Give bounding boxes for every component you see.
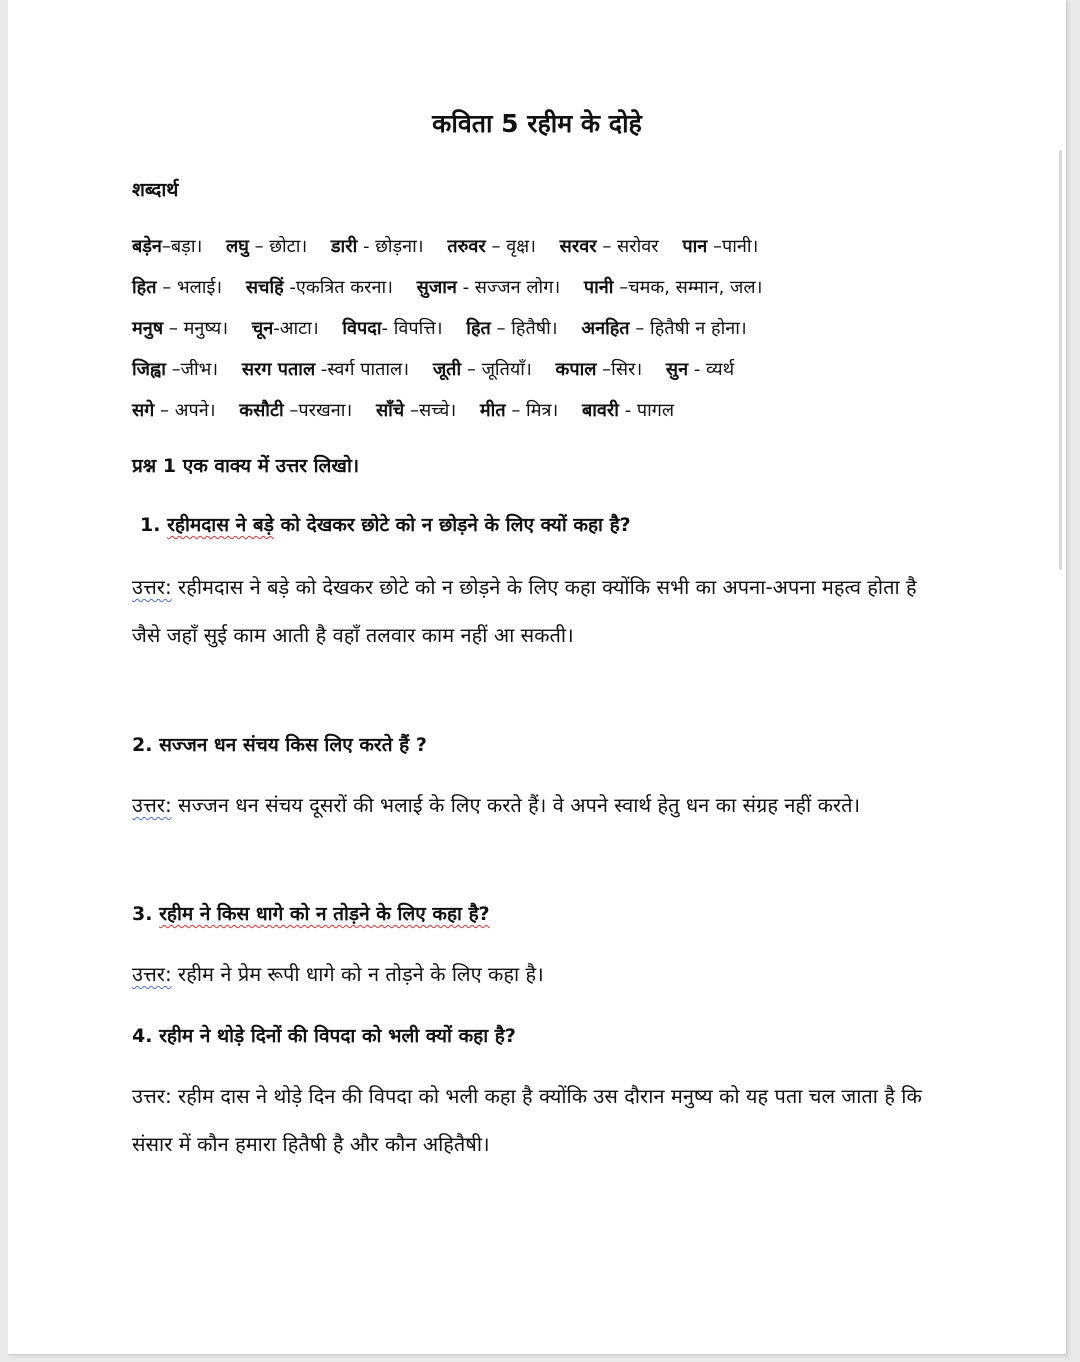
document-page: [8, 0, 1067, 1355]
vocab-entry: [242, 359, 409, 380]
question-text-flagged: रहीम ने किस धागे को न तोड़ने के लिए कहा है?: [159, 903, 490, 925]
vocab-meaning: – मित्र।: [511, 400, 559, 421]
vocab-entry: [239, 400, 352, 421]
question-2: [132, 731, 427, 757]
vocab-term: अनहित: [581, 318, 630, 339]
vocab-meaning: –सच्चे।: [409, 400, 457, 421]
vocab-meaning: -एकत्रित करना।: [289, 277, 393, 298]
vocab-entry: [132, 236, 202, 257]
vocab-term: साँचे: [375, 400, 405, 421]
vocab-meaning: – छोटा।: [254, 236, 308, 257]
vocab-term: जूती: [432, 359, 462, 380]
answer-1: [132, 563, 922, 659]
vocab-term: पान: [682, 236, 708, 257]
vocab-meaning: - पागल: [624, 400, 675, 421]
vocab-term: मनुष: [132, 318, 164, 339]
vocab-entry: [132, 400, 216, 421]
vocab-meaning: – भलाई।: [162, 277, 223, 298]
vocab-term: विपदा: [342, 318, 382, 339]
vocab-meaning: - व्यर्थ: [693, 359, 735, 380]
question-number: 4.: [132, 1025, 153, 1047]
vocab-entry: [480, 400, 558, 421]
vocab-term: तरुवर: [447, 236, 486, 257]
vocab-meaning: –बड़ा।: [161, 236, 203, 257]
vocab-entry: [682, 236, 758, 257]
vocab-entry: [252, 318, 319, 339]
question-text: रहीम ने थोड़े दिनों की विपदा को भली क्यों कहा है?: [159, 1025, 516, 1047]
vocab-entry: [417, 277, 561, 298]
vocab-entry: [666, 359, 734, 380]
vocab-meaning: –पानी।: [712, 236, 759, 257]
question-4: [132, 1022, 516, 1048]
vocab-meaning: -स्वर्ग पाताल।: [320, 359, 410, 380]
vocab-term: सुन: [665, 359, 689, 380]
vocab-term: सगे: [132, 400, 155, 421]
vocab-entry: [581, 318, 746, 339]
vocab-entry: [331, 236, 424, 257]
vocab-entry: [447, 236, 536, 257]
answer-label: उत्तर:: [132, 575, 172, 599]
vocab-term: सरवर: [559, 236, 597, 257]
vocab-entry: [342, 318, 442, 339]
vocab-entry: [246, 277, 393, 298]
question-number: 3.: [132, 903, 153, 925]
answer-label: उत्तर:: [132, 1084, 172, 1108]
answer-text: रहीम दास ने थोड़े दिन की विपदा को भली कहा है क्योंकि उस दौरान मनुष्य को यह पता चल जाता है कि संसार में कौन हमारा हितैषी है और कौन अहितैषी।: [132, 1084, 922, 1156]
vocab-line: [132, 390, 962, 431]
vocab-meaning: –जीभ।: [171, 359, 219, 380]
vocab-term: कसौटी: [239, 400, 284, 421]
vocab-term: बड़ेन: [132, 236, 162, 257]
vocab-term: डारी: [330, 236, 358, 257]
vocab-line: [132, 308, 962, 349]
vocab-term: कपाल: [555, 359, 597, 380]
vocab-term: हित: [466, 318, 491, 339]
answer-3: [132, 950, 922, 998]
vocab-entry: [132, 359, 218, 380]
vocab-term: सुजान: [416, 277, 457, 298]
section-heading: प्रश्न 1 एक वाक्य में उत्तर लिखो।: [132, 455, 360, 477]
vocab-meaning: – अपने।: [160, 400, 216, 421]
answer-label: उत्तर:: [132, 793, 172, 817]
vocab-term: लघु: [226, 236, 249, 257]
vocab-entry: [132, 277, 222, 298]
vocab-meaning: - विपत्ति।: [381, 318, 443, 339]
vocab-term: हित: [132, 277, 157, 298]
vocab-meaning: – हितैषी।: [496, 318, 558, 339]
vocab-meaning: –सिर।: [602, 359, 643, 380]
answer-text: रहीमदास ने बड़े को देखकर छोटे को न छोड़ने के लिए कहा क्योंकि सभी का अपना-अपना महत्व होता है जैसे जहाँ सुई काम आती है वहाँ तलवार काम नहीं आ सकती।: [132, 575, 917, 647]
question-text: को देखकर छोटे को न छोड़ने के लिए क्यों कहा है?: [273, 514, 631, 536]
vocab-entry: [226, 236, 307, 257]
vocab-entry: [433, 359, 532, 380]
vocab-meaning: - छोड़ना।: [362, 236, 424, 257]
answer-label: उत्तर:: [132, 962, 172, 986]
question-text-flagged: रहीमदास ने बड़े: [167, 514, 274, 536]
vocab-meaning: –परखना।: [289, 400, 353, 421]
vocab-meaning: – जूतियाँ।: [466, 359, 532, 380]
vocab-term: पानी: [583, 277, 614, 298]
vocab-meaning: – सरोवर: [602, 236, 659, 257]
page-title: कविता 5 रहीम के दोहे: [432, 109, 642, 138]
vocab-line: [132, 226, 962, 267]
vocab-meaning: – वृक्ष।: [491, 236, 536, 257]
question-text: सज्जन धन संचय किस लिए करते हैं ?: [159, 734, 427, 756]
vocab-list: [132, 226, 962, 431]
answer-text: रहीम ने प्रेम रूपी धागे को न तोड़ने के लिए कहा है।: [171, 962, 544, 986]
vocab-entry: [132, 318, 228, 339]
question-number: 1.: [140, 514, 161, 536]
vocab-line: [132, 267, 962, 308]
vocab-entry: [376, 400, 456, 421]
question-3: [132, 900, 490, 926]
vocab-entry: [466, 318, 557, 339]
vocab-meaning: - सज्जन लोग।: [462, 277, 561, 298]
answer-4: [132, 1072, 922, 1168]
answer-2: [132, 781, 922, 829]
vocab-term: जिह्वा: [132, 359, 166, 380]
vocab-entry: [582, 400, 674, 421]
vocab-meaning: –चमक, सम्मान, जल।: [619, 277, 763, 298]
vocab-heading: शब्दार्थ: [132, 179, 179, 201]
vocab-term: मीत: [479, 400, 506, 421]
vocab-term: सरग पताल: [241, 359, 316, 380]
question-number: 2.: [132, 734, 153, 756]
question-1: [140, 511, 631, 537]
vocab-entry: [556, 359, 643, 380]
scrollbar[interactable]: [1059, 150, 1062, 570]
vocab-term: सचहिं: [245, 277, 284, 298]
vocab-line: [132, 349, 962, 390]
vocab-meaning: – हितैषी न होना।: [635, 318, 747, 339]
vocab-meaning: – मनुष्य।: [168, 318, 229, 339]
vocab-meaning: -आटा।: [273, 318, 319, 339]
vocab-term: बावरी: [581, 400, 619, 421]
vocab-term: चून: [251, 318, 274, 339]
answer-text: सज्जन धन संचय दूसरों की भलाई के लिए करते हैं। वे अपने स्वार्थ हेतु धन का संग्रह नहीं करते।: [171, 793, 861, 817]
vocab-entry: [584, 277, 763, 298]
vocab-entry: [560, 236, 659, 257]
